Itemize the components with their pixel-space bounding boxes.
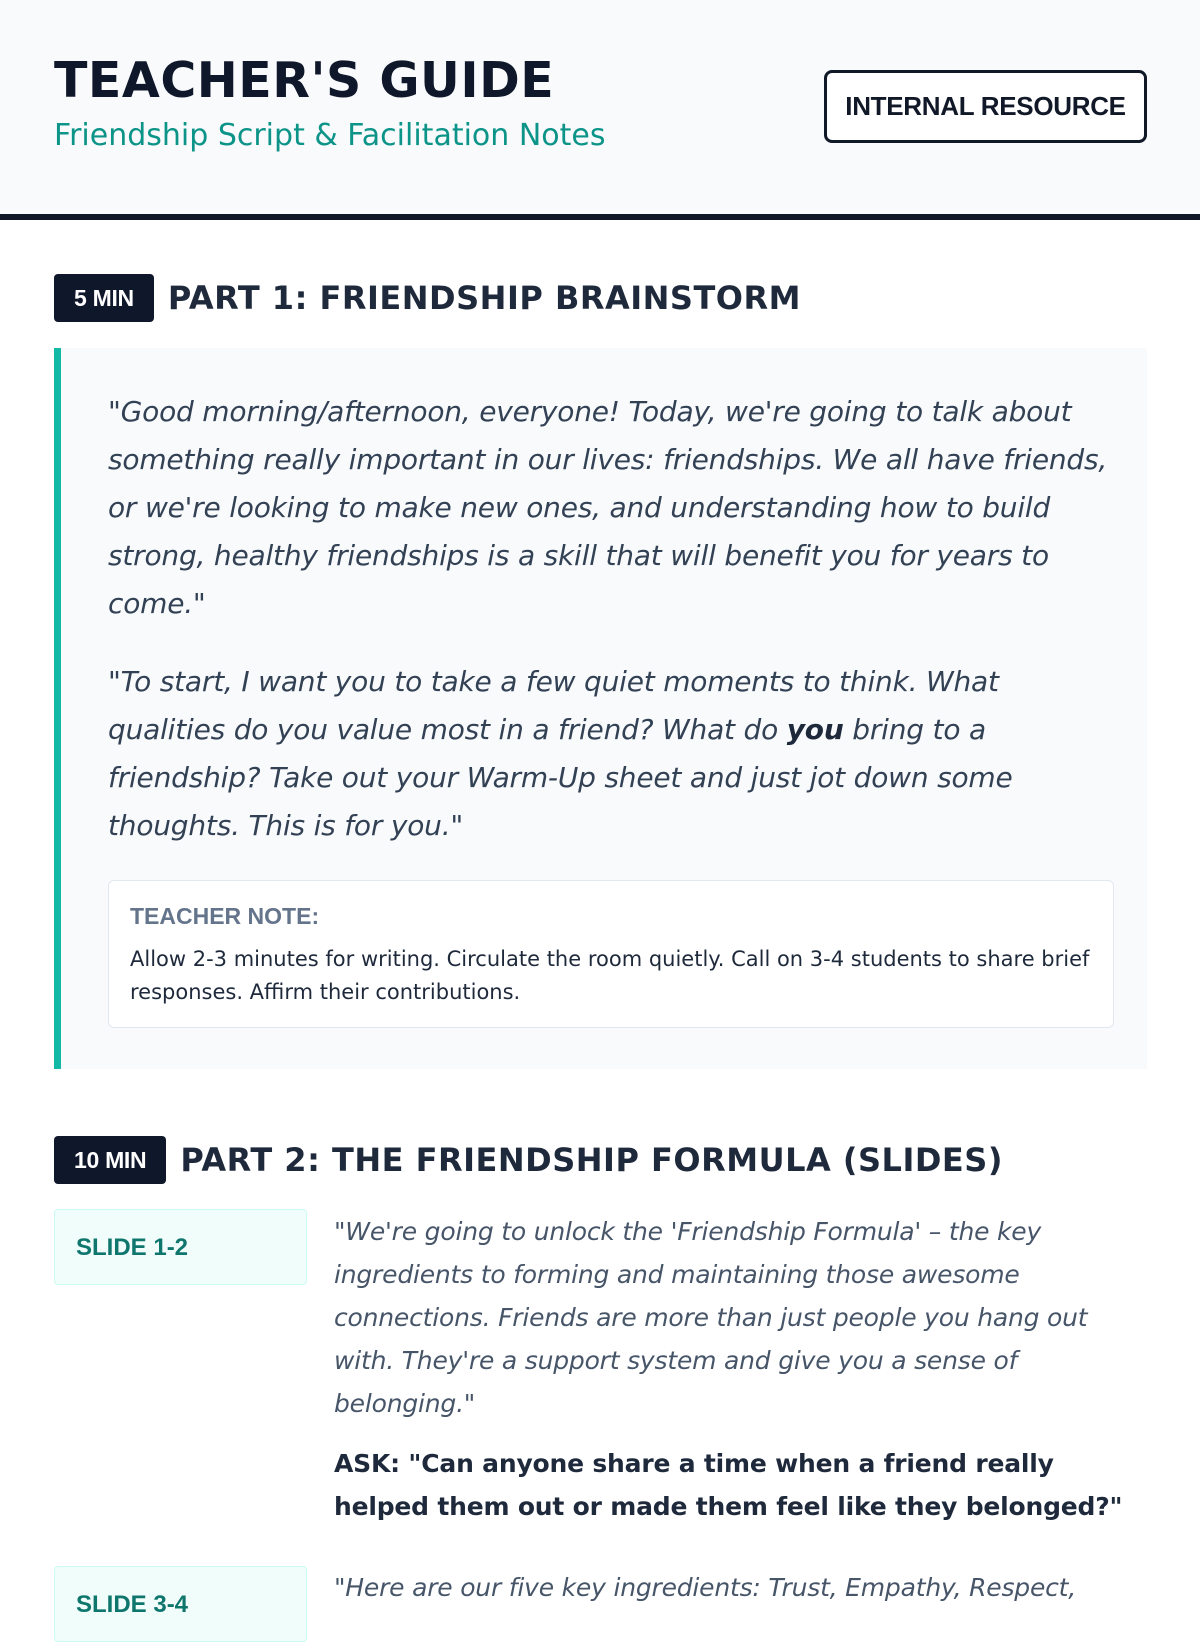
- slide-script: "Here are our five key ingredients: Trust, Empathy, Respect,: [334, 1573, 1077, 1602]
- part1-heading: [54, 274, 801, 322]
- slide-script: "We're going to unlock the 'Friendship Formula' – the key ingredients to forming and maintaining those awesome connections. Friends are more than just people you hang out with. They're a support system and give you a sense of belonging.": [334, 1217, 1088, 1418]
- teacher-note: [108, 880, 1114, 1028]
- part2-time-badge: 10 MIN: [54, 1136, 166, 1184]
- slide-label: SLIDE 3-4: [54, 1566, 307, 1642]
- page-subtitle: Friendship Script & Facilitation Notes: [54, 118, 606, 153]
- teacher-note-text: Allow 2-3 minutes for writing. Circulate the room quietly. Call on 3-4 students to share brief responses. Affirm their contributions.: [130, 947, 1090, 1004]
- part1-quote-2-end: bring to a friendship? Take out your Warm-Up sheet and just jot down some thoughts. This is for you.": [108, 713, 1013, 842]
- page-title: TEACHER'S GUIDE: [54, 52, 555, 109]
- part1-quote-1: "Good morning/afternoon, everyone! Today, we're going to talk about something really important in our lives: friendships. We all have friends, or we're looking to make new ones, and understanding how to build strong, healthy friendships is a skill that will benefit you for years to come.": [108, 395, 1108, 620]
- part1-time-badge: 5 MIN: [54, 274, 154, 322]
- part1-quote-2-emphasis: you: [786, 713, 844, 746]
- slide-label: SLIDE 1-2: [54, 1209, 307, 1285]
- ask-prompt: ASK: "Can anyone share a time when a friend really helped them out or made them feel like they belonged?": [334, 1449, 1123, 1521]
- part2-title: PART 2: THE FRIENDSHIP FORMULA (SLIDES): [180, 1141, 1003, 1179]
- internal-resource-badge: INTERNAL RESOURCE: [824, 70, 1147, 143]
- part1-quote-2: [108, 658, 1108, 850]
- part1-quote-2-start: "To start, I want you to take a few quiet moments to think. What qualities do you value most in a friend? What do: [108, 665, 999, 746]
- part1-script-box: [54, 348, 1147, 1069]
- page-header: [0, 0, 1200, 220]
- part1-title: PART 1: FRIENDSHIP BRAINSTORM: [167, 279, 801, 317]
- teacher-note-label: TEACHER NOTE:: [130, 903, 320, 929]
- part2-heading: [54, 1136, 1003, 1184]
